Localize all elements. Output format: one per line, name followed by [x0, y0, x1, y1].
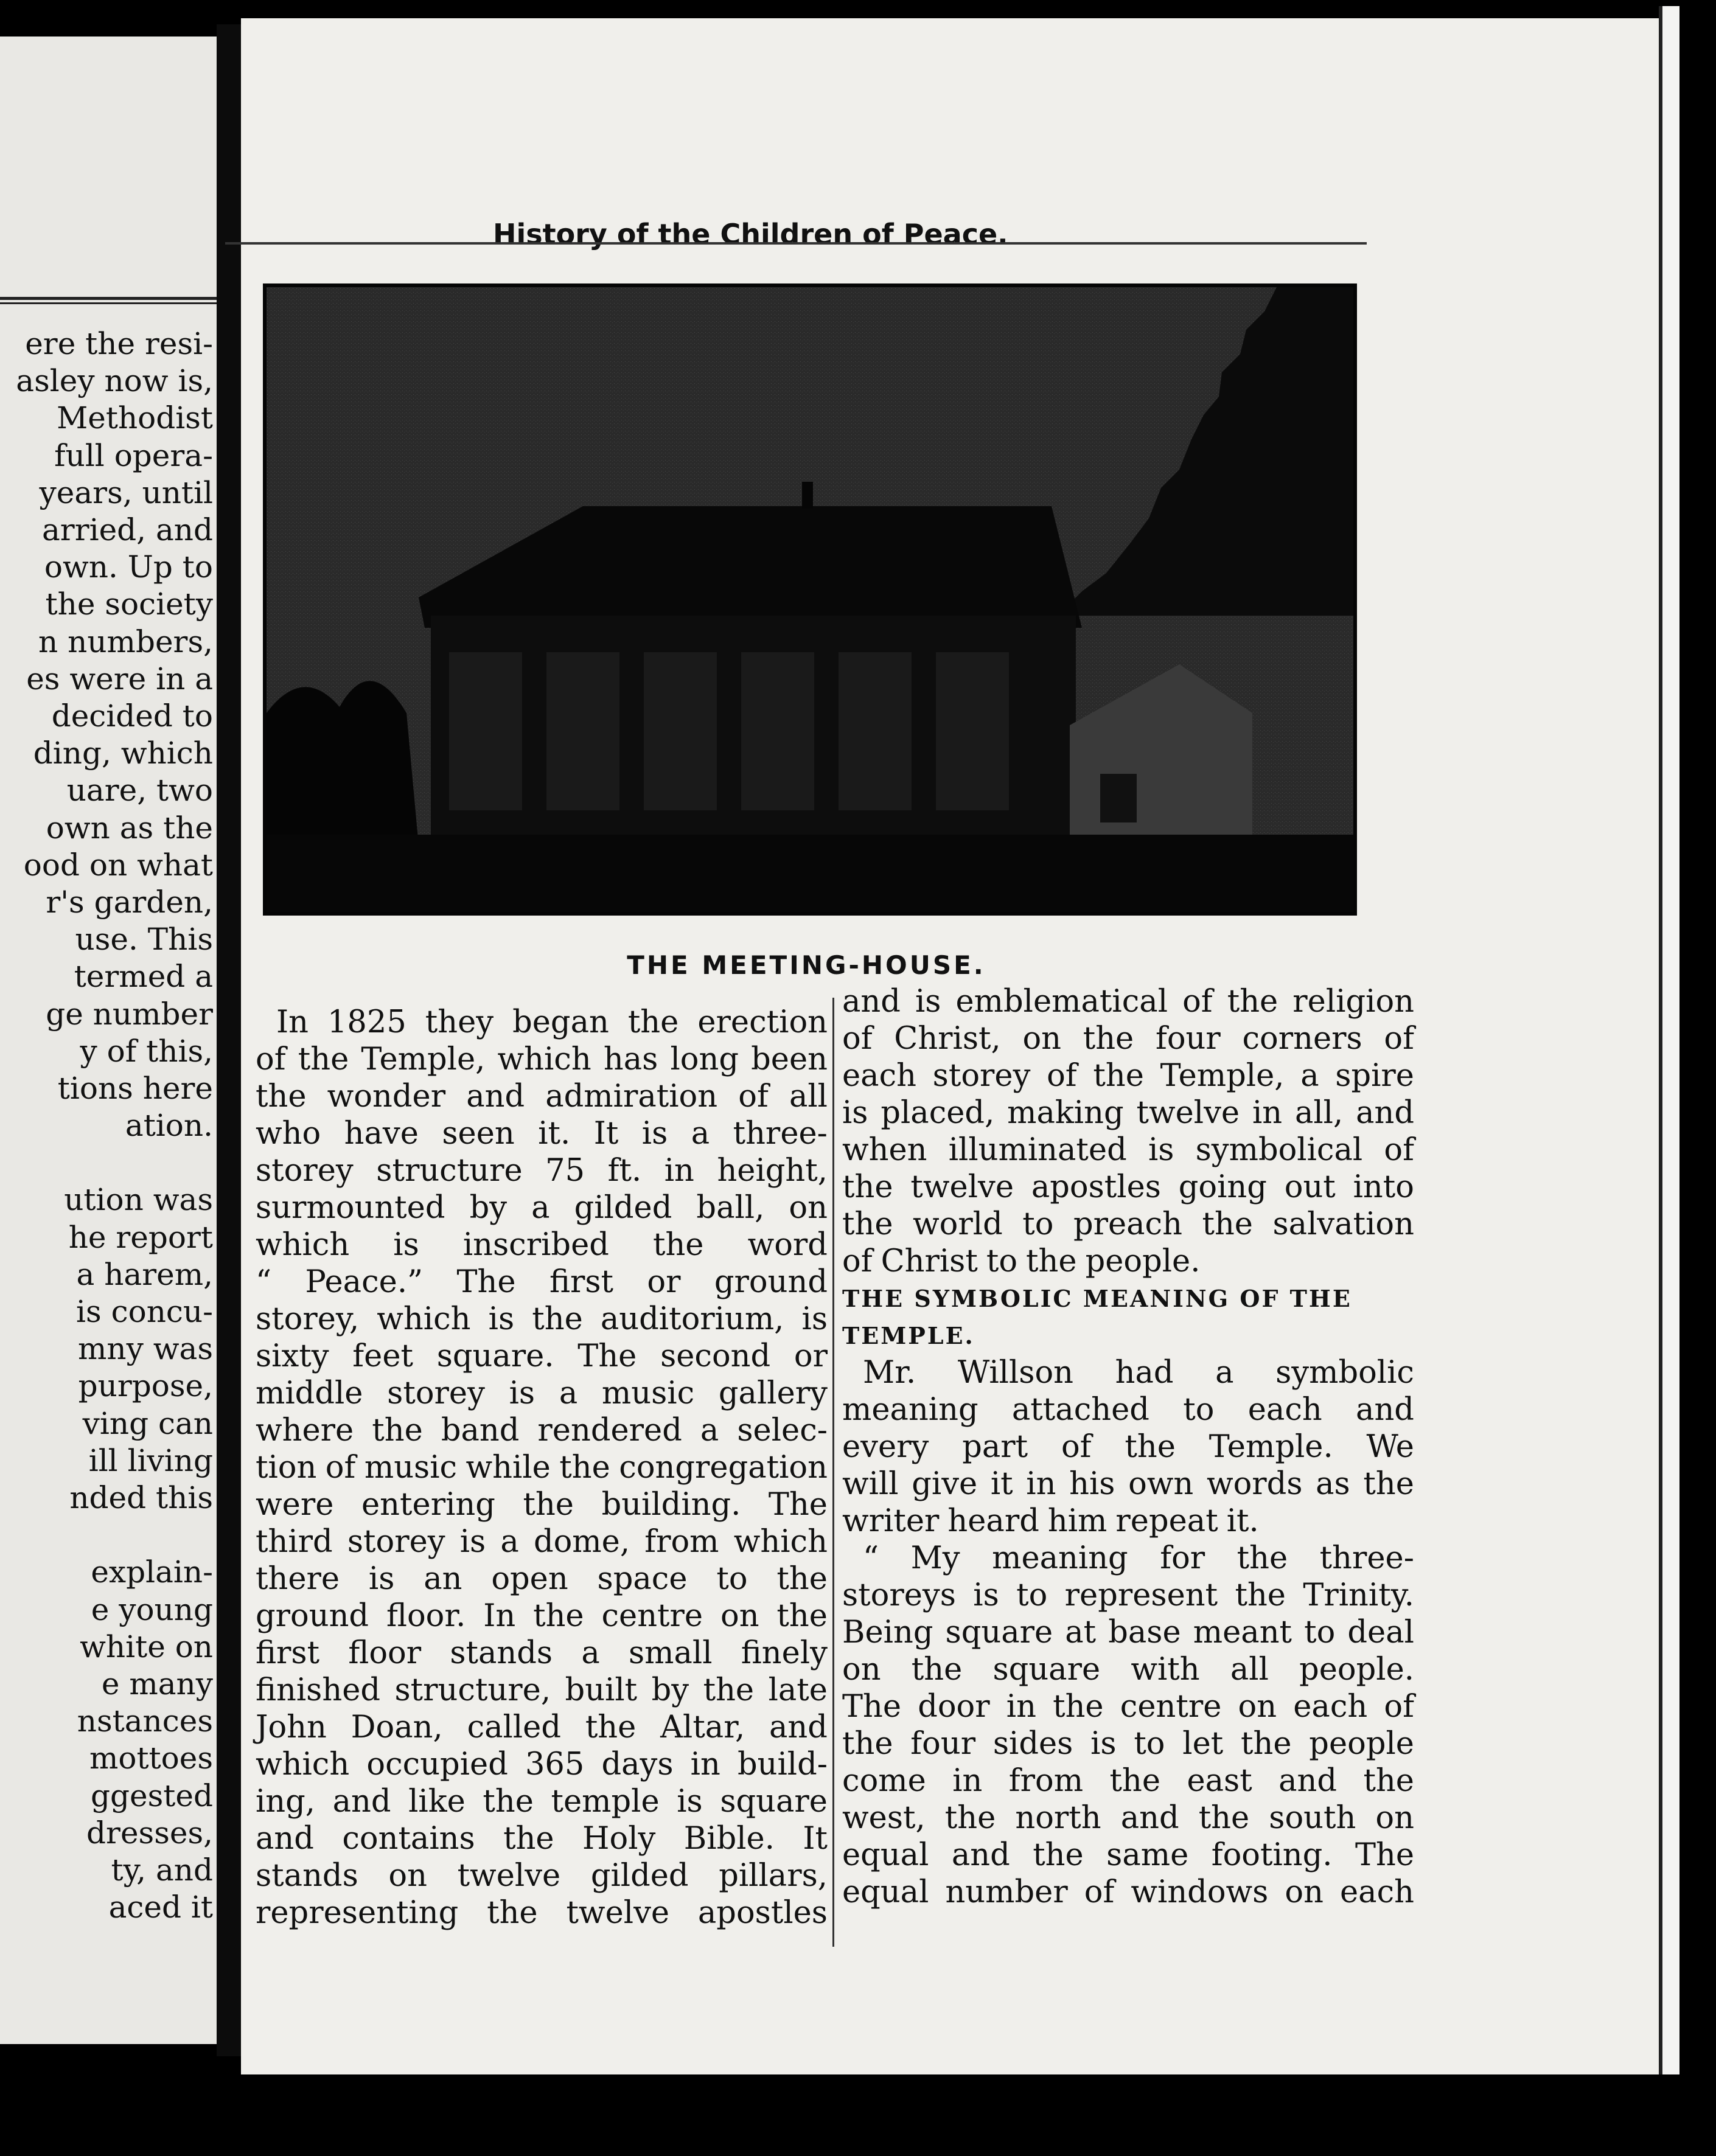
text-line: storey, which is the auditorium, is — [256, 1301, 828, 1337]
text-line: ood on what — [23, 847, 213, 883]
text-line: years, until — [39, 475, 213, 510]
text-line: third storey is a dome, from which — [256, 1524, 828, 1560]
text-line: west, the north and the south on — [842, 1800, 1414, 1836]
text-line: ation. — [125, 1108, 213, 1144]
text-line: nded this — [69, 1480, 213, 1516]
text-line: which occupied 365 days in build- — [256, 1747, 828, 1782]
text-line: Being square at base meant to deal — [842, 1615, 1414, 1650]
text-line: meaning attached to each and — [842, 1392, 1414, 1428]
text-line: each storey of the Temple, a spire — [842, 1058, 1414, 1094]
text-line: e young — [91, 1591, 213, 1627]
text-line: dresses, — [86, 1815, 213, 1851]
text-line: ill living — [88, 1442, 213, 1478]
text-line: ution was — [64, 1182, 213, 1218]
page-edge — [1659, 6, 1679, 2074]
text-line: of Christ, on the four corners of — [842, 1021, 1414, 1057]
text-line: ing, and like the temple is square — [256, 1784, 828, 1820]
text-line: stands on twelve gilded pillars, — [256, 1858, 828, 1894]
text-line: ground floor. In the centre on the — [256, 1598, 828, 1634]
text-line: which is inscribed the word — [256, 1227, 828, 1263]
text-line: John Doan, called the Altar, and — [256, 1709, 828, 1745]
text-line: equal and the same footing. The — [842, 1837, 1414, 1873]
text-line: own as the — [46, 810, 213, 846]
text-line: ding, which — [33, 735, 213, 771]
text-line: ggested — [91, 1778, 213, 1813]
left-page-text — [0, 325, 213, 1926]
header-rule — [225, 242, 1367, 245]
section-subheading — [842, 1280, 1414, 1354]
text-line: white on — [80, 1629, 213, 1664]
text-line: of Christ to the people. — [842, 1243, 1201, 1279]
text-line: In 1825 they began the erection — [276, 1004, 828, 1040]
text-line: equal number of windows on each — [842, 1874, 1414, 1910]
book-gutter — [217, 24, 241, 2056]
text-line: on the square with all people. — [842, 1652, 1414, 1688]
text-line: storeys is to represent the Trinity. — [842, 1577, 1414, 1613]
text-line: tion of music while the congregation — [256, 1450, 828, 1486]
text-line: full opera- — [54, 437, 213, 473]
text-line: ere the resi- — [25, 326, 213, 361]
photo-caption: THE MEETING-HOUSE. — [627, 950, 986, 980]
text-line: y of this, — [80, 1033, 213, 1069]
text-line: sixty feet square. The second or — [256, 1338, 828, 1374]
text-line: representing the twelve apostles — [256, 1895, 828, 1931]
text-line: arried, and — [41, 512, 213, 548]
text-line: the society — [45, 586, 213, 622]
text-line: r's garden, — [46, 885, 213, 920]
meeting-house-photo — [263, 283, 1357, 916]
text-line: where the band rendered a selec- — [256, 1413, 828, 1448]
text-line: were entering the building. The — [256, 1487, 828, 1523]
text-line: asley now is, — [16, 363, 213, 399]
column-rule — [832, 998, 834, 1947]
text-line: come in from the east and the — [842, 1763, 1414, 1799]
text-line: the four sides is to let the people — [842, 1726, 1414, 1762]
column-right — [842, 983, 1414, 1911]
text-line: will give it in his own words as the — [842, 1466, 1414, 1502]
text-line: purpose, — [78, 1368, 213, 1404]
left-page-rule — [0, 297, 217, 304]
text-line: termed a — [74, 959, 213, 995]
text-line: Mr. Willson had a symbolic — [863, 1355, 1414, 1391]
text-line: “ Peace.” The first or ground — [256, 1264, 828, 1300]
text-line: first floor stands a small finely — [256, 1635, 828, 1671]
text-line: there is an open space to the — [256, 1561, 828, 1597]
text-line: is concu- — [76, 1294, 213, 1330]
text-line: nstances — [77, 1703, 213, 1739]
text-line: ge number — [46, 996, 213, 1032]
text-line: own. Up to — [44, 549, 213, 585]
text-line: use. This — [75, 922, 213, 958]
text-line: when illuminated is symbolical of — [842, 1132, 1414, 1168]
text-line: “ My meaning for the three- — [863, 1540, 1414, 1576]
text-line: The door in the centre on each of — [842, 1689, 1414, 1725]
column-left — [256, 1004, 828, 1932]
text-line: Methodist — [57, 400, 213, 436]
text-line: e many — [101, 1666, 213, 1702]
subheading-line: THE SYMBOLIC MEANING OF THE — [842, 1285, 1352, 1312]
text-line: and contains the Holy Bible. It — [256, 1821, 828, 1857]
text-line: mottoes — [89, 1740, 213, 1776]
text-line: mny was — [77, 1331, 213, 1367]
subheading-line: TEMPLE. — [842, 1322, 975, 1349]
text-line: every part of the Temple. We — [842, 1429, 1414, 1465]
text-line: ving can — [82, 1405, 213, 1441]
text-line: aced it — [108, 1890, 213, 1925]
text-line: writer heard him repeat it. — [842, 1503, 1259, 1539]
text-line: the twelve apostles going out into — [842, 1169, 1414, 1205]
text-line: uare, two — [66, 773, 213, 809]
text-line: he report — [68, 1219, 213, 1255]
text-line: explain- — [91, 1554, 213, 1590]
text-line: a harem, — [76, 1256, 213, 1292]
text-line: ty, and — [111, 1852, 213, 1888]
text-line: es were in a — [26, 661, 213, 697]
text-line: surmounted by a gilded ball, on — [256, 1190, 828, 1226]
text-line: middle storey is a music gallery — [256, 1375, 828, 1411]
text-line: of the Temple, which has long been — [256, 1041, 828, 1077]
text-line: tions here — [57, 1071, 213, 1107]
running-title: History of the Children of Peace. — [493, 218, 1008, 251]
text-line: decided to — [51, 698, 213, 734]
text-line: storey structure 75 ft. in height, — [256, 1153, 828, 1189]
text-line: the world to preach the salvation — [842, 1206, 1414, 1242]
text-line: and is emblematical of the religion — [842, 984, 1414, 1020]
text-line: finished structure, built by the late — [256, 1672, 828, 1708]
text-line: n numbers, — [38, 624, 213, 659]
text-line: the wonder and admiration of all — [256, 1079, 828, 1115]
text-line: who have seen it. It is a three- — [256, 1116, 828, 1152]
text-line: is placed, making twelve in all, and — [842, 1095, 1414, 1131]
